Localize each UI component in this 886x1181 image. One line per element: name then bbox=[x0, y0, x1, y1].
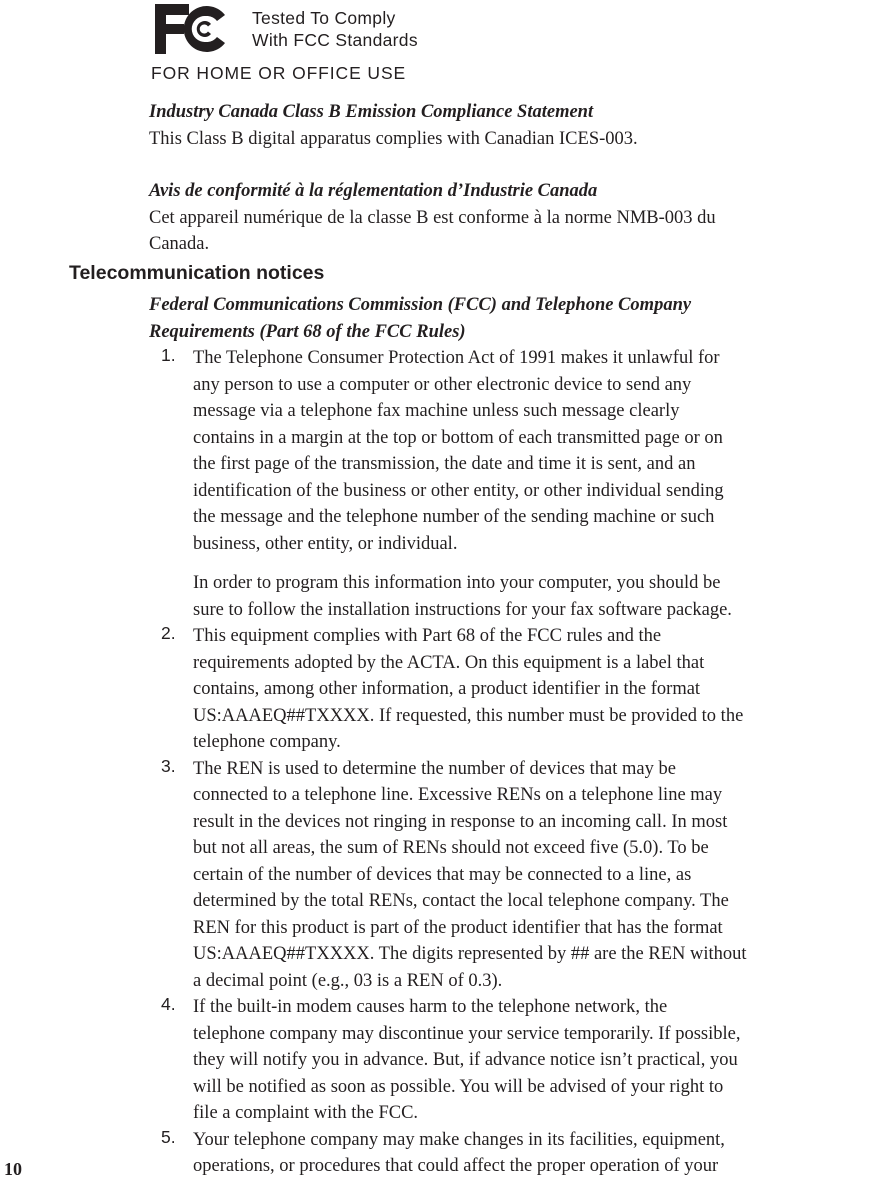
text-line: In order to program this information into your computer, you should be bbox=[193, 573, 721, 593]
section-heading-telecommunication: Telecommunication notices bbox=[69, 262, 325, 284]
notice-list bbox=[149, 345, 886, 1180]
list-item-number: 3. bbox=[161, 755, 176, 776]
text-line: the message and the telephone number of the sending machine or such bbox=[193, 507, 715, 527]
text-line: but not all areas, the sum of RENs should not exceed five (5.0). To be bbox=[193, 838, 709, 858]
ic-text-fr-line2: Canada. bbox=[149, 234, 210, 254]
text-line: sure to follow the installation instructions for your fax software package. bbox=[193, 599, 732, 620]
text-line: US:AAAEQ##TXXXX. The digits represented by ## are the REN without bbox=[193, 944, 747, 964]
list-item-number: 1. bbox=[161, 345, 176, 365]
fcc-subheading-line1: Federal Communications Commission (FCC) and Telephone Company bbox=[149, 295, 692, 315]
list-item bbox=[149, 994, 886, 1127]
text-line: result in the devices not ringing in response to an incoming call. In most bbox=[193, 811, 728, 832]
list-item bbox=[149, 756, 886, 995]
ic-text-fr-line1: Cet appareil numérique de la classe B est conforme à la norme NMB-003 du bbox=[149, 207, 716, 228]
text-line: the first page of the transmission, the date and time it is sent, and an bbox=[193, 454, 696, 474]
text-line: message via a telephone fax machine unless such message clearly bbox=[193, 401, 680, 421]
text-line: will be notified as soon as possible. You will be advised of your right to bbox=[193, 1076, 724, 1097]
telecommunication-notices bbox=[149, 292, 886, 1180]
text-line: certain of the number of devices that may be connected to a line, as bbox=[193, 864, 692, 885]
text-line: they will notify you in advance. But, if advance notice isn’t practical, you bbox=[193, 1050, 738, 1070]
text-line: Your telephone company may make changes in its facilities, equipment, bbox=[193, 1129, 725, 1150]
text-line: US:AAAEQ##TXXXX. If requested, this number must be provided to the bbox=[193, 705, 744, 726]
text-line: contains in a margin at the top or bottom of each transmitted page or on bbox=[193, 427, 723, 448]
text-line: determined by the total RENs, contact the local telephone company. The bbox=[193, 891, 729, 911]
text-line: file a complaint with the FCC. bbox=[193, 1103, 419, 1123]
text-line: a decimal point (e.g., 03 is a REN of 0.3). bbox=[193, 970, 503, 991]
ic-heading-en: Industry Canada Class B Emission Compliance Statement bbox=[149, 102, 594, 122]
fcc-tested-line1: Tested To Comply bbox=[252, 8, 396, 28]
fcc-logo-icon bbox=[153, 2, 231, 56]
list-item-text bbox=[193, 623, 886, 756]
text-line: connected to a telephone line. Excessive RENs on a telephone line may bbox=[193, 785, 723, 805]
list-item bbox=[149, 345, 886, 623]
fcc-tested-line2: With FCC Standards bbox=[252, 30, 418, 50]
list-item-number: 5. bbox=[161, 1126, 176, 1147]
text-line: The Telephone Consumer Protection Act of 1991 makes it unlawful for bbox=[193, 348, 720, 368]
page-number: 10 bbox=[4, 1159, 22, 1179]
fcc-tested-text bbox=[252, 7, 418, 51]
text-line: contains, among other information, a product identifier in the format bbox=[193, 679, 701, 699]
list-item-text bbox=[193, 756, 886, 995]
ic-text-en: This Class B digital apparatus complies with Canadian ICES-003. bbox=[149, 128, 638, 149]
list-item-extra-paragraph bbox=[193, 570, 886, 623]
text-line: telephone company. bbox=[193, 732, 341, 752]
list-item bbox=[149, 1127, 886, 1180]
list-item-text bbox=[193, 1127, 886, 1180]
text-line: telephone company may discontinue your service temporarily. If possible, bbox=[193, 1023, 741, 1044]
text-line: The REN is used to determine the number of devices that may be bbox=[193, 758, 676, 779]
list-item bbox=[149, 623, 886, 756]
text-line: any person to use a computer or other electronic device to send any bbox=[193, 374, 692, 395]
fcc-subheading-line2: Requirements (Part 68 of the FCC Rules) bbox=[149, 321, 466, 342]
text-line: REN for this product is part of the product identifier that has the format bbox=[193, 917, 723, 938]
text-line: identification of the business or other entity, or other individual sending bbox=[193, 480, 724, 501]
text-line: This equipment complies with Part 68 of the FCC rules and the bbox=[193, 626, 662, 646]
text-line: operations, or procedures that could affect the proper operation of your bbox=[193, 1156, 719, 1176]
list-item-number: 4. bbox=[161, 994, 176, 1014]
industry-canada-statements bbox=[149, 99, 879, 258]
fcc-home-office-text: FOR HOME OR OFFICE USE bbox=[151, 63, 407, 83]
list-item-text bbox=[193, 345, 886, 557]
ic-heading-fr: Avis de conformité à la réglementation d’Industrie Canada bbox=[149, 181, 598, 201]
list-item-text bbox=[193, 994, 886, 1127]
list-item-number: 2. bbox=[161, 623, 176, 643]
text-line: If the built-in modem causes harm to the telephone network, the bbox=[193, 997, 668, 1017]
text-line: requirements adopted by the ACTA. On this equipment is a label that bbox=[193, 652, 705, 673]
text-line: business, other entity, or individual. bbox=[193, 533, 458, 554]
